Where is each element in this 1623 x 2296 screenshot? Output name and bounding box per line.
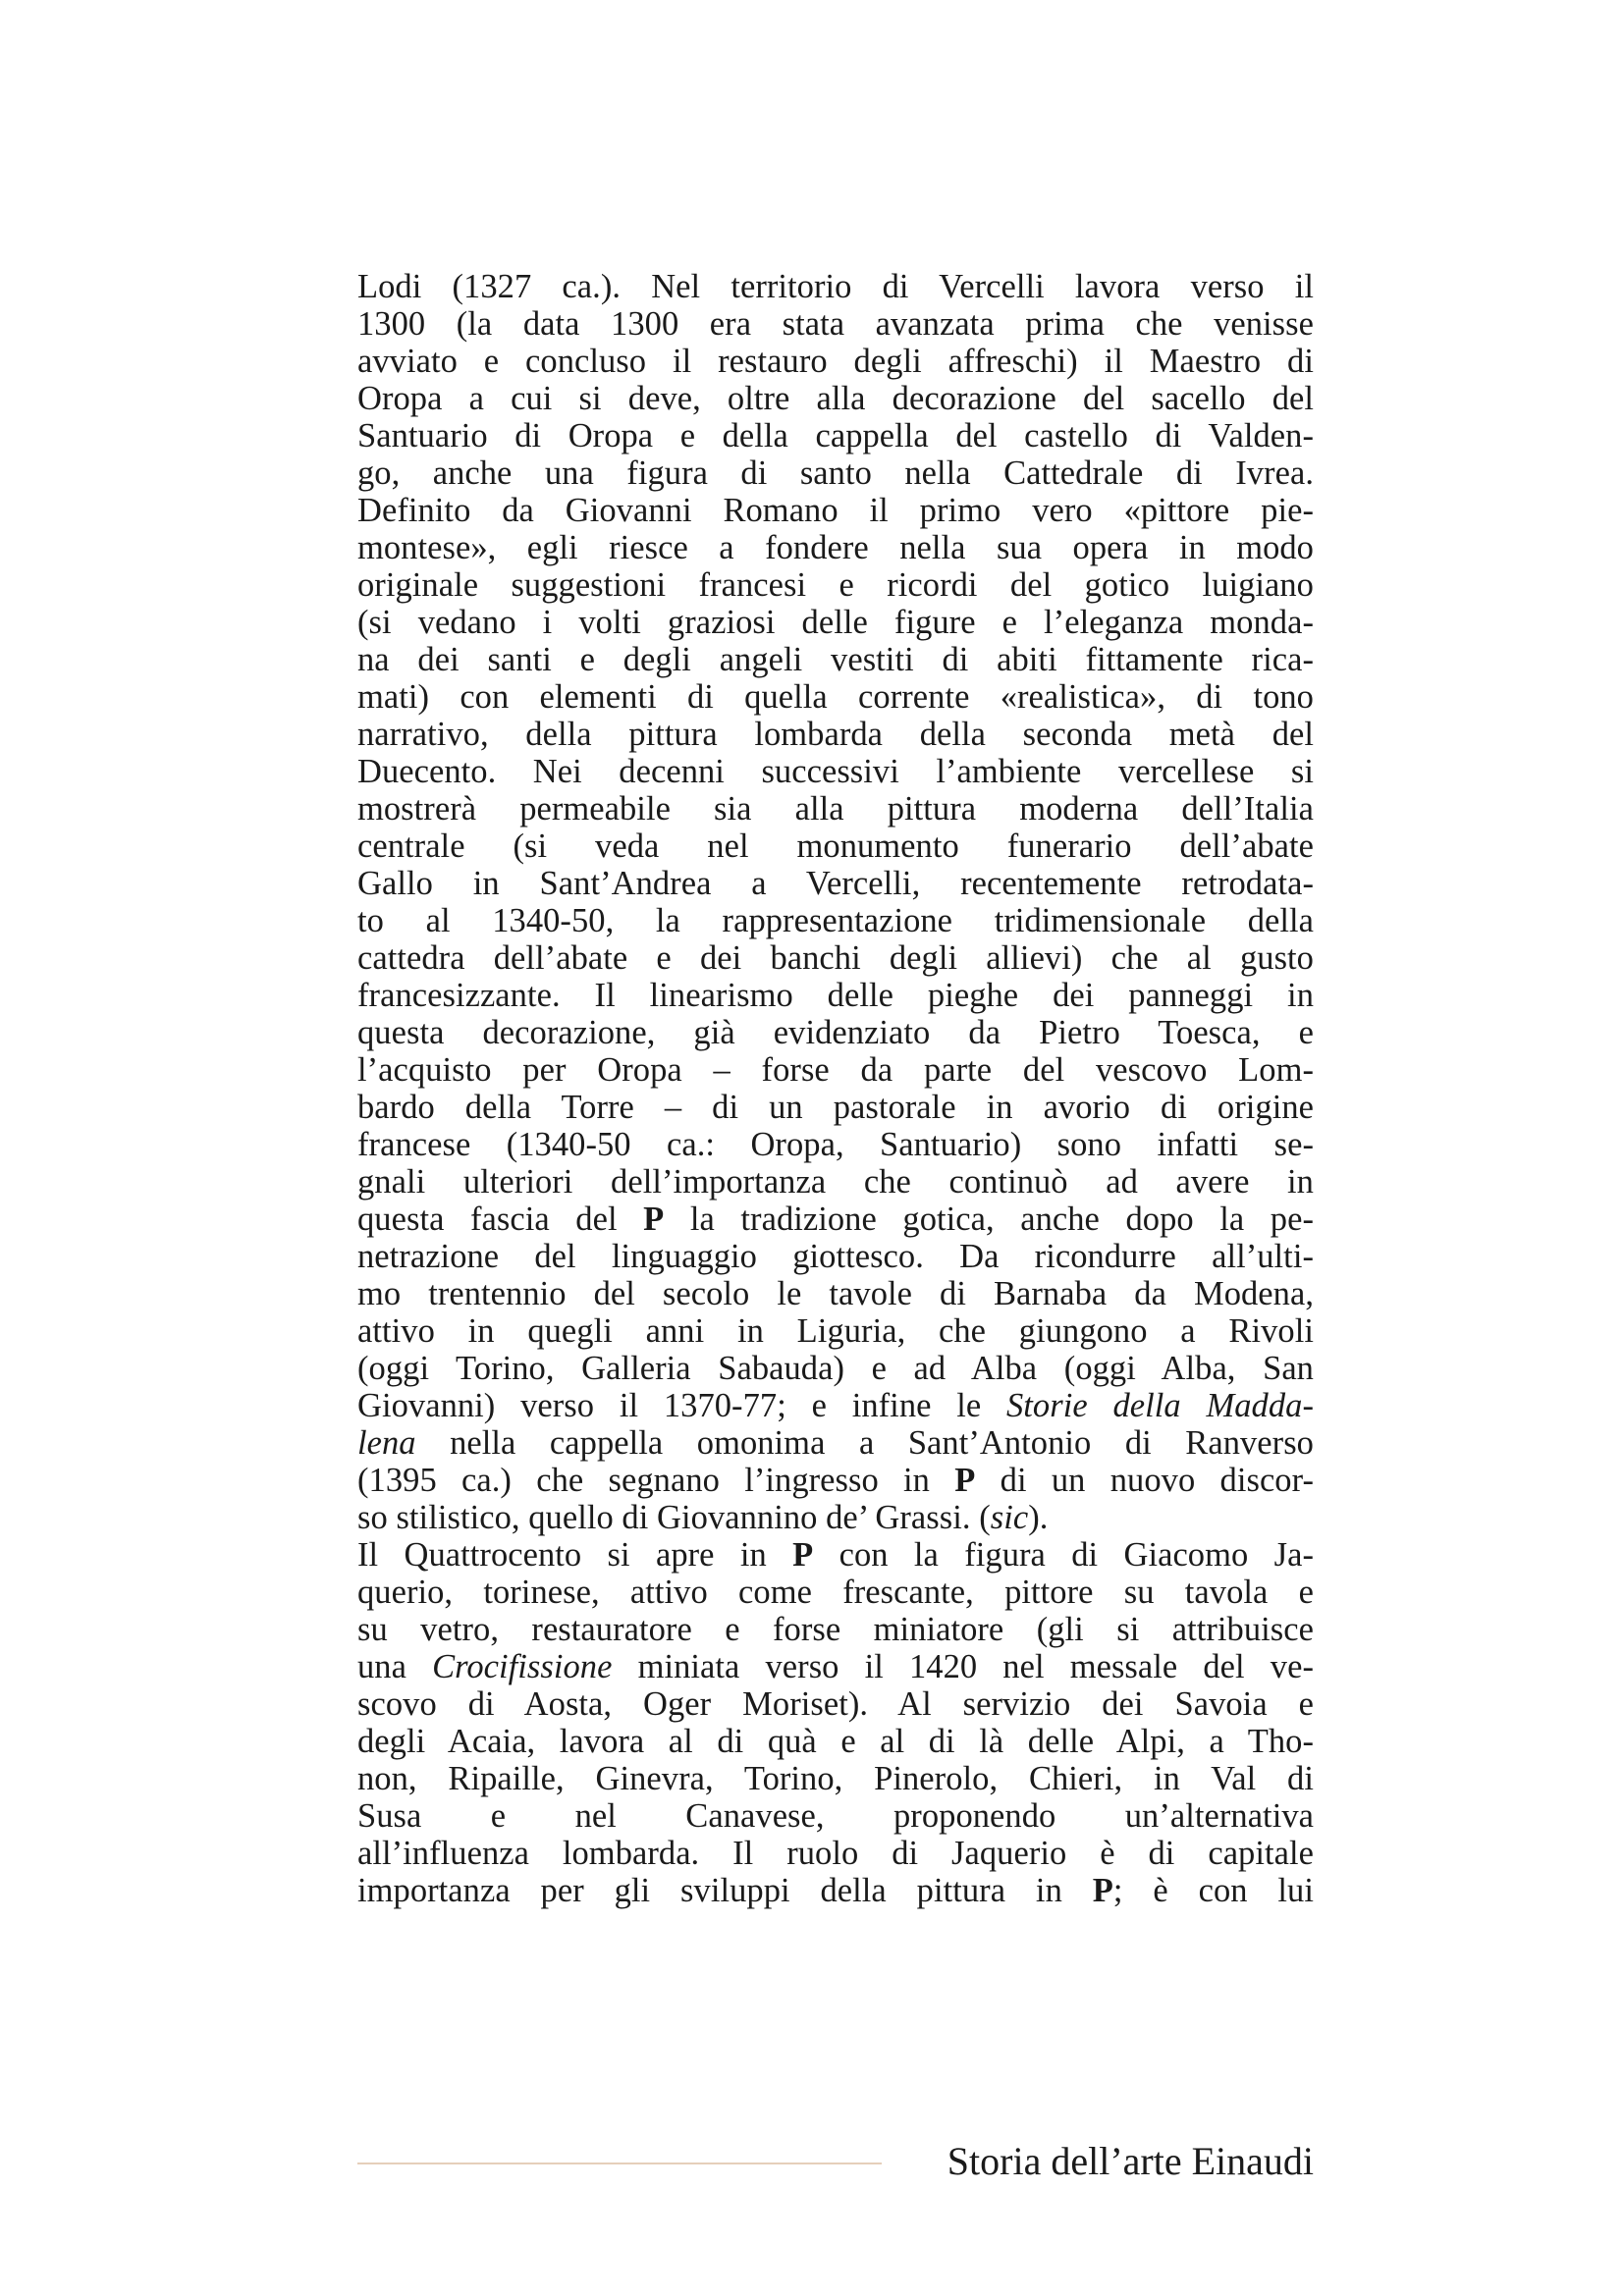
text-line: l’acquisto per Oropa – forse da parte del vescovo Lom-	[357, 1051, 1314, 1089]
text-line: attivo in quegli anni in Liguria, che giungono a Rivoli	[357, 1312, 1314, 1350]
text-line: mati) con elementi di quella corrente «realistica», di tono	[357, 678, 1314, 716]
text-line: Duecento. Nei decenni successivi l’ambiente vercellese si	[357, 753, 1314, 790]
text-line: montese», egli riesce a fondere nella sua opera in modo	[357, 529, 1314, 566]
text-line: bardo della Torre – di un pastorale in avorio di origine	[357, 1089, 1314, 1126]
text-line: non, Ripaille, Ginevra, Torino, Pinerolo, Chieri, in Val di	[357, 1760, 1314, 1797]
footer-rule	[357, 2163, 882, 2164]
text-line: una Crocifissione miniata verso il 1420 nel messale del ve-	[357, 1648, 1314, 1685]
text-line: mo trentennio del secolo le tavole di Barnaba da Modena,	[357, 1275, 1314, 1312]
text-line: scovo di Aosta, Oger Moriset). Al servizio dei Savoia e	[357, 1685, 1314, 1723]
italic-title: Crocifissione	[432, 1648, 613, 1685]
text-line: gnali ulteriori dell’importanza che continuò ad avere in	[357, 1163, 1314, 1201]
text-line: questa decorazione, già evidenziato da Pietro Toesca, e	[357, 1014, 1314, 1051]
text-line: (si vedano i volti graziosi delle figure e l’eleganza monda-	[357, 604, 1314, 641]
text-line: Lodi (1327 ca.). Nel territorio di Vercelli lavora verso il	[357, 268, 1314, 305]
text-line: mostrerà permeabile sia alla pittura moderna dell’Italia	[357, 790, 1314, 828]
text-line: so stilistico, quello di Giovannino de’ Grassi. (sic).	[357, 1499, 1049, 1536]
piemonte-abbrev: P	[792, 1536, 814, 1574]
text-line: all’influenza lombarda. Il ruolo di Jaquerio è di capitale	[357, 1835, 1314, 1872]
text-line: to al 1340-50, la rappresentazione tridimensionale della	[357, 902, 1314, 939]
italic-title: Storie della Madda-	[1006, 1387, 1314, 1424]
text-line: Il Quattrocento si apre in P con la figura di Giacomo Ja-	[357, 1536, 1315, 1574]
footer-title: Storia dell’arte Einaudi	[947, 2139, 1314, 2183]
text-line: netrazione del linguaggio giottesco. Da ricondurre all’ulti-	[357, 1238, 1314, 1275]
text-line: degli Acaia, lavora al di quà e al di là delle Alpi, a Tho-	[357, 1723, 1314, 1760]
text-line: Giovanni) verso il 1370-77; e infine le Storie della Madda-	[357, 1387, 1314, 1424]
italic-sic: sic	[990, 1499, 1029, 1536]
text-line: 1300 (la data 1300 era stata avanzata prima che venisse	[357, 305, 1314, 343]
text-line: Definito da Giovanni Romano il primo vero «pittore pie-	[357, 492, 1314, 529]
piemonte-abbrev: P	[643, 1201, 665, 1238]
text-line: (oggi Torino, Galleria Sabauda) e ad Alba (oggi Alba, San	[357, 1350, 1314, 1387]
text-line: francesizzante. Il linearismo delle pieghe dei panneggi in	[357, 977, 1314, 1014]
text-line: Gallo in Sant’Andrea a Vercelli, recentemente retrodata-	[357, 865, 1314, 902]
text-line: su vetro, restauratore e forse miniatore (gli si attribuisce	[357, 1611, 1314, 1648]
text-line: na dei santi e degli angeli vestiti di abiti fittamente rica-	[357, 641, 1314, 678]
text-line: go, anche una figura di santo nella Cattedrale di Ivrea.	[357, 454, 1314, 492]
text-line: narrativo, della pittura lombarda della seconda metà del	[357, 716, 1314, 753]
piemonte-abbrev: P	[954, 1462, 976, 1499]
text-line: cattedra dell’abate e dei banchi degli allievi) che al gusto	[357, 939, 1314, 977]
text-line: Santuario di Oropa e della cappella del castello di Valden-	[357, 417, 1314, 454]
text-line: originale suggestioni francesi e ricordi del gotico luigiano	[357, 566, 1314, 604]
text-line: Susa e nel Canavese, proponendo un’alternativa	[357, 1797, 1314, 1835]
text-line: lena nella cappella omonima a Sant’Antonio di Ranverso	[357, 1424, 1314, 1462]
text-line: Oropa a cui si deve, oltre alla decorazione del sacello del	[357, 380, 1314, 417]
text-line: avviato e concluso il restauro degli affreschi) il Maestro di	[357, 343, 1314, 380]
piemonte-abbrev: P	[1092, 1872, 1113, 1909]
text-line: questa fascia del P la tradizione gotica, anche dopo la pe-	[357, 1201, 1314, 1238]
text-line: importanza per gli sviluppi della pittura in P; è con lui	[357, 1872, 1314, 1909]
body-text	[357, 268, 1314, 1909]
text-line: francese (1340-50 ca.: Oropa, Santuario) sono infatti se-	[357, 1126, 1314, 1163]
text-line: querio, torinese, attivo come frescante, pittore su tavola e	[357, 1574, 1314, 1611]
text-line: (1395 ca.) che segnano l’ingresso in P di un nuovo discor-	[357, 1462, 1314, 1499]
text-line: centrale (si veda nel monumento funerario dell’abate	[357, 828, 1314, 865]
italic-title: lena	[357, 1424, 416, 1462]
